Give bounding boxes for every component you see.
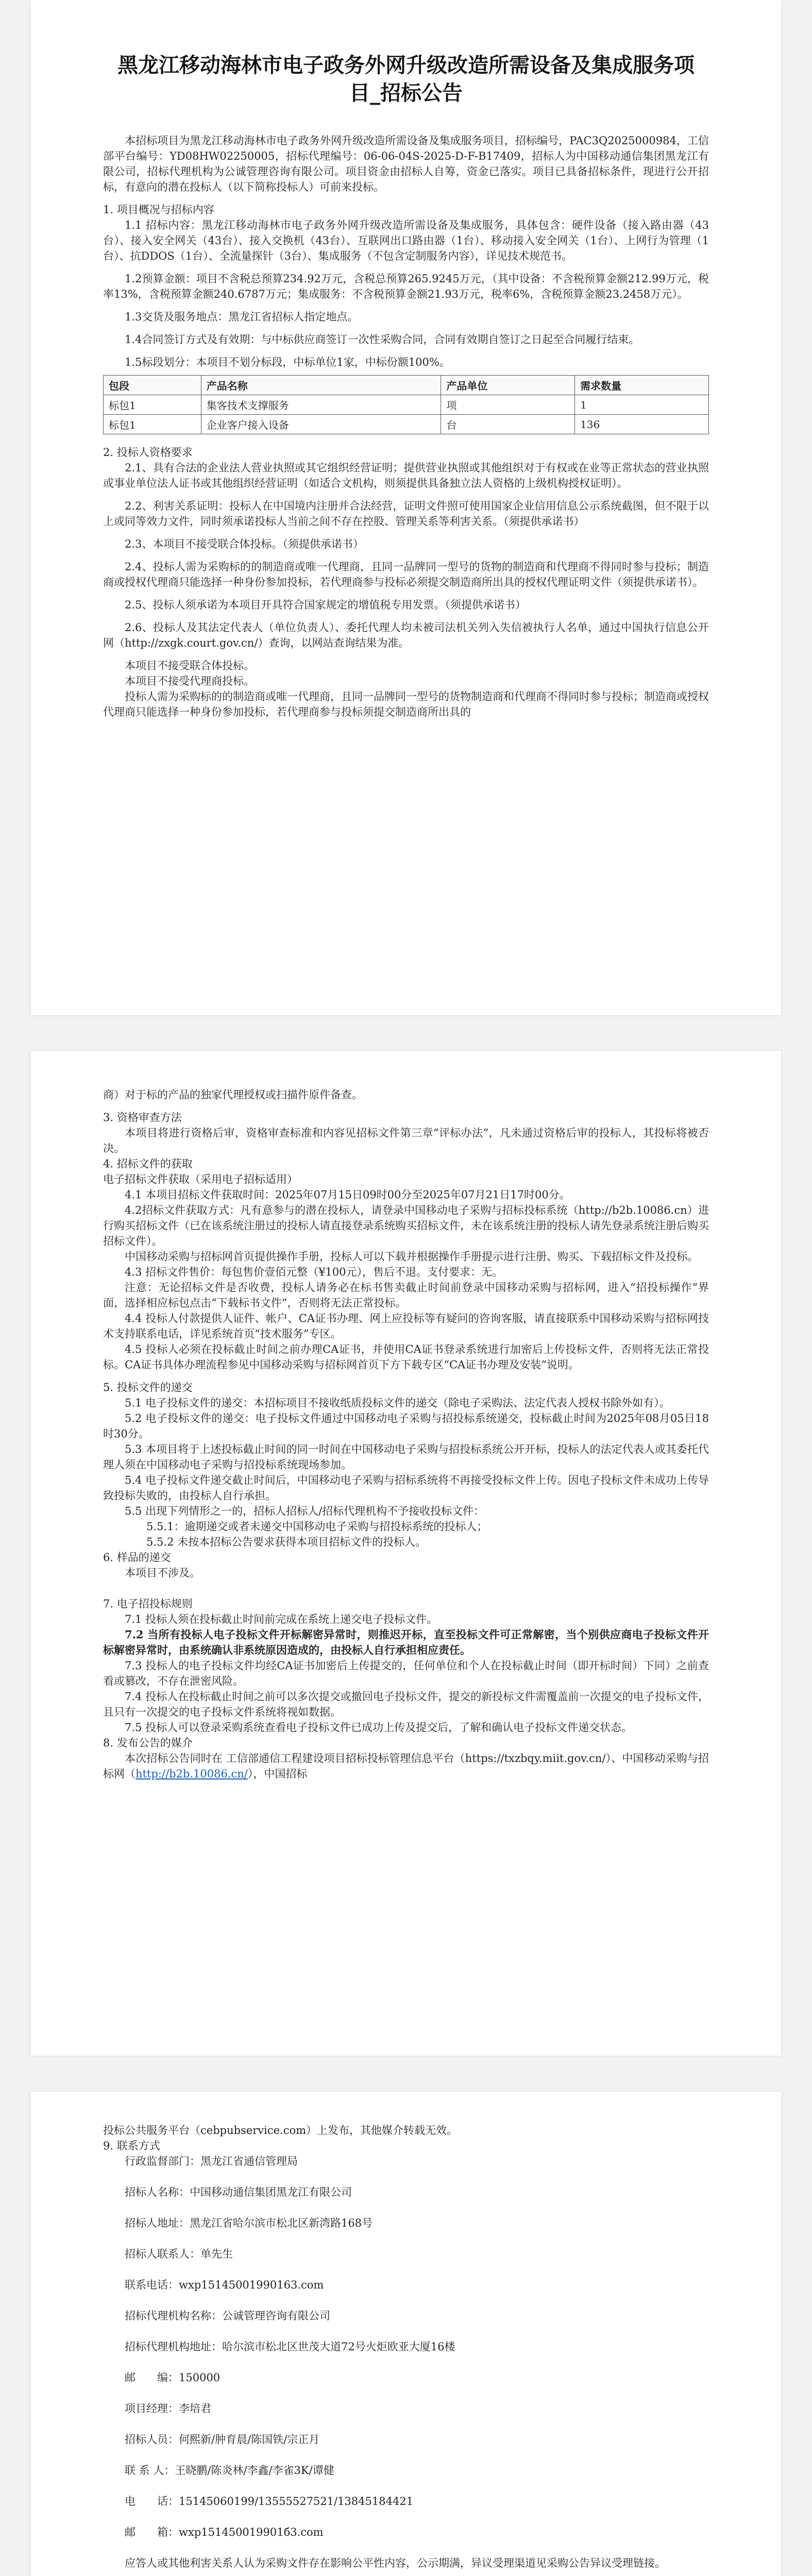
continued-text: 商）对于标的产品的独家代理授权或扫描件原件备查。 bbox=[103, 1089, 363, 1101]
section-4-4: 4.4 投标人付款提供人证件、帐户、CA证书办理、网上应投标等有疑问的咨询客服，请直接联系中国移动采购与招标网技术支持联系电话，详见系统首页“技术服务”专区。 bbox=[103, 1312, 709, 1340]
section-5-3: 5.3 本项目将于上述投标截止时间的同一时间在中国移动电子采购与招投标系统公开开标，投标人的法定代表人或其委托代理人须在中国移动电子采购与招投标系统现场参加。 bbox=[103, 1443, 709, 1471]
section-8-body bbox=[103, 1751, 709, 1782]
agent-address: 招标代理机构地址：哈尔滨市松北区世茂大道72号火炬欧亚大厦16楼 bbox=[125, 2341, 455, 2353]
section-4-heading: 4. 招标文件的获取 bbox=[103, 1158, 193, 1170]
section-5-5: 5.5 出现下列情形之一的，招标人招标人/招标代理机构不予接收投标文件： bbox=[125, 1505, 485, 1517]
postcode: 邮 编：150000 bbox=[125, 2371, 221, 2384]
table-row bbox=[104, 415, 709, 434]
section-2-heading: 2. 投标人资格要求 bbox=[103, 446, 193, 459]
tender-staff: 招标人员：何熙新/肿育晨/陈国铁/宗正月 bbox=[125, 2433, 320, 2446]
section-2-note-3: 投标人需为采购标的的制造商或唯一代理商，且同一品牌同一型号的货物制造商和代理商不得同时参与投标；制造商或授权代理商只能选择一种身份参加投标，若代理商参与投标须提交制造商所出具的 bbox=[103, 690, 709, 718]
table-header-cell: 包段 bbox=[104, 376, 201, 395]
table-cell: 标包1 bbox=[104, 415, 201, 434]
section-6-body: 本项目不涉及。 bbox=[125, 1567, 200, 1579]
section-2-note-2: 本项目不接受代理商投标。 bbox=[125, 675, 255, 687]
section-6-heading: 6. 样品的递交 bbox=[103, 1551, 171, 1564]
section-1-1: 1.1 招标内容：黑龙江移动海林市电子政务外网升级改造所需设备及集成服务，具体包含：硬件设备（接入路由器（43台）、接入安全网关（43台）、接入交换机（43台）、互联网出口路由器（1台）、移动接入安全网关（1台）、上网行为管理（1台）、抗DDOS（1台）、全流量探针（3台）、集成服务（不包含定制服务内容），详见技术规范书。 bbox=[103, 219, 709, 262]
section-2-5: 2.5、投标人须承诺为本项目开具符合国家规定的增值税专用发票。（须提供承诺书） bbox=[125, 599, 526, 611]
table-cell: 1 bbox=[575, 395, 709, 415]
announcement-title: 黑龙江移动海林市电子政务外网升级改造所需设备及集成服务项目_招标公告 bbox=[117, 54, 695, 105]
table-row bbox=[104, 395, 709, 415]
section-7-1: 7.1 投标人须在投标截止时间前完成在系统上递交电子投标文件。 bbox=[125, 1613, 438, 1625]
section-4-1: 4.1 本项目招标文件获取时间：2025年07月15日09时00分至2025年07月21日17时00分。 bbox=[125, 1189, 570, 1201]
section-5-2: 5.2 电子投标文件的递交：电子投标文件通过中国移动电子采购与招投标系统递交，投标截止时间为2025年08月05日18时30分。 bbox=[103, 1412, 709, 1440]
document-page-3 bbox=[31, 2092, 781, 2576]
section-1-3: 1.3交货及服务地点：黑龙江省招标人指定地点。 bbox=[125, 311, 359, 323]
section-5-5-1: 5.5.1：逾期递交或者未递交中国移动电子采购与招投标系统的投标人； bbox=[146, 1520, 488, 1533]
table-header-cell: 产品名称 bbox=[201, 376, 441, 395]
table-header-row bbox=[104, 376, 709, 395]
table-header-cell: 需求数量 bbox=[575, 376, 709, 395]
section-7-2: 7.2 当所有投标人电子投标文件开标解密异常时，则推迟开标，直至投标文件可正常解密，当个别供应商电子投标文件开标解密异常时，由系统确认非系统原因造成的，由投标人自行承担相应责任。 bbox=[103, 1628, 709, 1656]
tenderer-address: 招标人地址：黑龙江省哈尔滨市松北区新湾路168号 bbox=[125, 2217, 373, 2229]
section-4-note: 注意：无论招标文件是否收费，投标人请务必在标书售卖截止时间前登录中国移动采购与招标网，进入“招投标操作”界面，选择相应标包点击“下载标书文件”，否则将无法正常投标。 bbox=[103, 1281, 709, 1309]
contact-persons: 联 系 人：王晓鹏/陈炎林/李鑫/李雀3K/谭健 bbox=[125, 2464, 334, 2477]
section-7-5: 7.5 投标人可以登录采购系统查看电子投标文件已成功上传及提交后，了解和确认电子投标文件递交状态。 bbox=[125, 1721, 633, 1734]
section-1-heading: 1. 项目概况与招标内容 bbox=[103, 204, 214, 216]
section-3-heading: 3. 资格审查方法 bbox=[103, 1111, 182, 1124]
section-2-3: 2.3、本项目不接受联合体投标。（须提供承诺书） bbox=[125, 538, 364, 550]
section-8-tail: ），中国招标 bbox=[247, 1768, 308, 1780]
section-5-1: 5.1 电子投标文件的递交：本招标项目不接收纸质投标文件的递交（除电子采购法、法定代表人授权书除外如有）。 bbox=[125, 1397, 670, 1409]
tenderer-name: 招标人名称：中国移动通信集团黑龙江有限公司 bbox=[125, 2186, 352, 2198]
intro-paragraph: 本招标项目为黑龙江移动海林市电子政务外网升级改造所需设备及集成服务项目，招标编号，PAC3Q2025000984，工信部平台编号：YD08HW02250005，招标代理编号：06-06-04S-2025-D-F-B17409，招标人为中国移动通信集团黑龙江有限公司，招标代理机构为公诚管理咨询有限公司。项目资金由招标人自筹，资金已落实。项目已具备招标条件，现进行公开招标，有意向的潜在投标人（以下简称投标人）可前来投标。 bbox=[103, 134, 709, 193]
section-2-6: 2.6、投标人及其法定代表人（单位负责人）、委托代理人均未被司法机关列入失信被执行人名单，通过中国执行信息公开网（http://zxgk.court.gov.cn/）查询，以网站查询结果为准。 bbox=[103, 621, 709, 649]
project-manager: 项目经理：李培君 bbox=[125, 2402, 211, 2415]
table-cell: 项 bbox=[441, 395, 575, 415]
section-5-4: 5.4 电子投标文件递交截止时间后，中国移动电子采购与招标系统将不再接受投标文件上传。因电子投标文件未成功上传导致投标失败的，由投标人自行承担。 bbox=[103, 1474, 709, 1502]
section-8-heading: 8. 发布公告的媒介 bbox=[103, 1737, 193, 1749]
section-2-4: 2.4、投标人需为采购标的的制造商或唯一代理商，且同一品牌同一型号的货物的制造商和代理商不得同时参与投标；制造商或授权代理商只能选择一种身份参加投标，若代理商参与投标必须提交制造商所出具的授权代理证明文件（须提供承诺书）。 bbox=[103, 561, 709, 588]
table-cell: 标包1 bbox=[104, 395, 201, 415]
agent-name: 招标代理机构名称：公诚管理咨询有限公司 bbox=[125, 2310, 330, 2322]
section-1-5: 1.5标段划分：本项目不划分标段，中标单位1家，中标份额100%。 bbox=[125, 356, 450, 368]
section-3-body: 本项目将进行资格后审，资格审查标准和内容见招标文件第三章“评标办法”，凡未通过资格后审的投标人，其投标将被否决。 bbox=[103, 1127, 709, 1155]
b2b-link[interactable]: http://b2b.10086.cn/ bbox=[136, 1768, 248, 1780]
section-2-2: 2.2、利害关系证明：投标人在中国境内注册并合法经营，证明文件照可使用国家企业信用信息公示系统截图，但不限于以上或同等效力文件，同时须承诺投标人当前之间不存在控股、管理关系等利害关系。（须提供承诺书） bbox=[103, 500, 709, 528]
table-cell: 企业客户接入设备 bbox=[201, 415, 441, 434]
section-8-text: 本次招标公告同时在 工信部通信工程建设项目招标投标管理信息平台（https://txzbqy.miit.gov.cn/）、中国移动采购与招标网（ bbox=[103, 1752, 709, 1780]
document-page-1 bbox=[31, 0, 781, 1015]
section-9-heading: 9. 联系方式 bbox=[103, 2140, 160, 2152]
section-1-4: 1.4合同签订方式及有效期：与中标供应商签订一次性采购合同，合同有效期自签订之日起至合同履行结束。 bbox=[125, 333, 640, 346]
regulator: 行政监督部门：黑龙江省通信管理局 bbox=[125, 2155, 298, 2167]
tenderer-phone: 联系电话：wxp15145001990163.com bbox=[125, 2279, 324, 2291]
table-cell: 集客技术支撑服务 bbox=[201, 395, 441, 415]
table-cell: 台 bbox=[441, 415, 575, 434]
section-5-heading: 5. 投标文件的递交 bbox=[103, 1381, 193, 1394]
document-page-2 bbox=[31, 1051, 781, 2056]
section-2-1: 2.1、具有合法的企业法人营业执照或其它组织经营证明；提供营业执照或其他组织对于有权或在业等正常状态的营业执照或事业单位法人证书或其他组织经营证明（如适合文机构，则须提供具备独立法人资格的上级机构授权证明）。 bbox=[103, 462, 709, 489]
section-5-5-2: 5.5.2 未按本招标公告要求获得本项目招标文件的投标人。 bbox=[146, 1536, 427, 1548]
package-table bbox=[103, 375, 709, 434]
table-cell: 136 bbox=[575, 415, 709, 434]
section-7-4: 7.4 投标人在投标截止时间之前可以多次提交或撤回电子投标文件，提交的新投标文件需覆盖前一次提交的电子投标文件，且只有一次提交的电子投标文件系统将视如数据。 bbox=[103, 1690, 709, 1718]
section-4-5: 4.5 投标人必须在投标截止时间之前办理CA证书，并使用CA证书登录系统进行加密后上传投标文件，否则将无法正常投标。CA证书具体办理流程参见中国移动采购与招标网首页下方下载专区“CA证书办理及安装”说明。 bbox=[103, 1343, 709, 1371]
table-header-cell: 产品单位 bbox=[441, 376, 575, 395]
contact-email: 邮 箱：wxp151450019901б3.com bbox=[125, 2526, 324, 2538]
section-4-2b: 中国移动采购与招标网首页提供操作手册，投标人可以下载并根据操作手册提示进行注册、购买、下载招标文件及投标。 bbox=[125, 1250, 698, 1263]
section-2-note: 本项目不接受联合体投标。 bbox=[125, 659, 255, 672]
continued-text: 投标公共服务平台（cebpubservice.com）上发布，其他媒介转载无效。 bbox=[103, 2124, 458, 2137]
section-1-2: 1.2预算金额：项目不含税总预算234.92万元，含税总预算265.9245万元，（其中设备：不含税预算金额212.99万元，税率13%，含税预算金额240.6787万元；集成服务：不含税预算金额21.93万元，税率6%，含税预算金额23.2458万元）。 bbox=[103, 273, 709, 300]
section-7-heading: 7. 电子招投标规则 bbox=[103, 1598, 193, 1610]
tenderer-contact: 招标人联系人：单先生 bbox=[125, 2248, 233, 2260]
contact-phone: 电 话：15145060199/13555527521/13845184421 bbox=[125, 2495, 414, 2507]
section-4-3: 4.3 招标文件售价：每包售价壹佰元整（¥100元），售后不退。支付要求：无。 bbox=[125, 1266, 503, 1278]
section-7-3: 7.3 投标人的电子投标文件均经CA证书加密后上传提交的，任何单位和个人在投标截止时间（即开标时间）下同）之前查看或篡改，不存在泄密风险。 bbox=[103, 1659, 709, 1687]
section-4-2: 4.2招标文件获取方式：凡有意参与的潜在投标人，请登录中国移动电子采购与招标投标系统（http://b2b.10086.cn）进行购买招标文件（已在该系统注册过的投标人请直接登录系统购买招标文件，未在该系统注册的投标人请先登录系统注册后购买招标文件）。 bbox=[103, 1204, 709, 1247]
objection-note: 应答人或其他利害关系人认为采购文件存在影响公平性内容，公示期满，异议受理渠道见采购公告异议受理链接。 bbox=[125, 2557, 666, 2569]
section-4-subheading: 电子招标文件获取（采用电子招标适用） bbox=[103, 1173, 298, 1185]
